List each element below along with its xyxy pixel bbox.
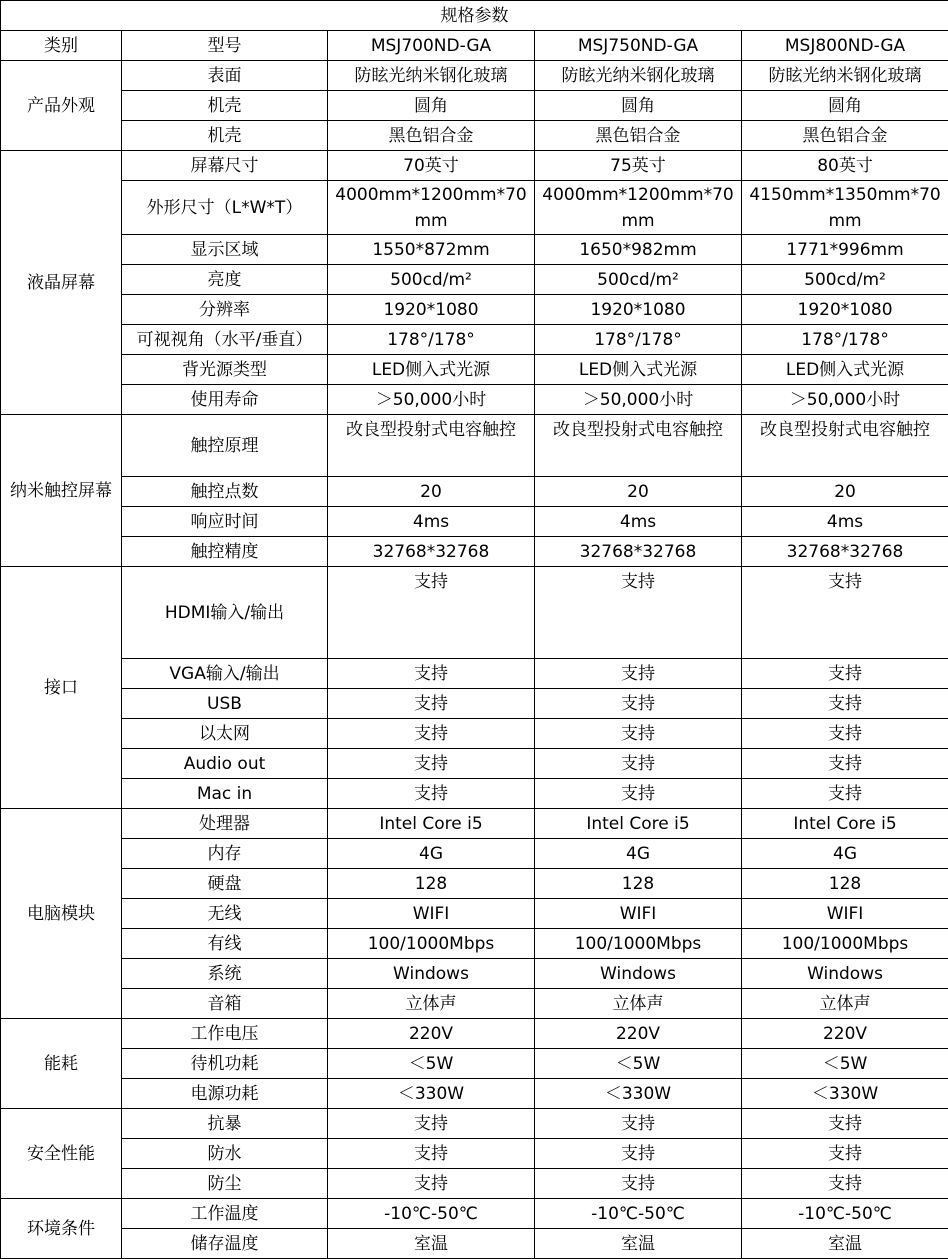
spec-value-model-2: Intel Core i5	[535, 809, 742, 839]
table-row	[1, 1229, 948, 1259]
table-row	[1, 869, 948, 899]
spec-value-model-2: ＜330W	[535, 1079, 742, 1109]
header-model-3: MSJ800ND-GA	[742, 31, 948, 61]
spec-value-model-2: ＞50,000小时	[535, 385, 742, 415]
spec-value-model-3: 80英寸	[742, 151, 948, 181]
table-row	[1, 507, 948, 537]
table-row	[1, 1049, 948, 1079]
table-row	[1, 989, 948, 1019]
spec-value-model-2: 支持	[535, 1169, 742, 1199]
spec-value-model-3: 改良型投射式电容触控	[742, 415, 948, 477]
spec-value-model-3: 支持	[742, 719, 948, 749]
spec-label: 以太网	[122, 719, 328, 749]
table-row	[1, 899, 948, 929]
spec-label: 防尘	[122, 1169, 328, 1199]
spec-label: 待机功耗	[122, 1049, 328, 1079]
spec-value-model-3: 支持	[742, 1139, 948, 1169]
spec-value-model-1: 4G	[328, 839, 535, 869]
spec-value-model-2: 100/1000Mbps	[535, 929, 742, 959]
spec-value-model-3: 4150mm*1350mm*70mm	[742, 181, 948, 235]
table-row	[1, 779, 948, 809]
spec-value-model-2: WIFI	[535, 899, 742, 929]
spec-value-model-2: 220V	[535, 1019, 742, 1049]
spec-value-model-1: 4000mm*1200mm*70mm	[328, 181, 535, 235]
spec-value-model-1: ＜5W	[328, 1049, 535, 1079]
spec-value-model-2: -10℃-50℃	[535, 1199, 742, 1229]
spec-label: 分辨率	[122, 295, 328, 325]
table-row	[1, 1109, 948, 1139]
spec-value-model-1: 黑色铝合金	[328, 121, 535, 151]
spec-value-model-1: 4ms	[328, 507, 535, 537]
spec-value-model-1: 支持	[328, 567, 535, 659]
spec-value-model-2: 500cd/m²	[535, 265, 742, 295]
table-row	[1, 325, 948, 355]
spec-label: 可视视角（水平/垂直）	[122, 325, 328, 355]
spec-value-model-1: 支持	[328, 719, 535, 749]
table-row	[1, 1079, 948, 1109]
table-row	[1, 151, 948, 181]
spec-value-model-2: 防眩光纳米钢化玻璃	[535, 61, 742, 91]
table-row	[1, 477, 948, 507]
spec-label: 亮度	[122, 265, 328, 295]
table-row	[1, 235, 948, 265]
spec-value-model-3: 支持	[742, 779, 948, 809]
spec-value-model-2: 75英寸	[535, 151, 742, 181]
table-row	[1, 929, 948, 959]
spec-value-model-3: Windows	[742, 959, 948, 989]
spec-value-model-3: 500cd/m²	[742, 265, 948, 295]
spec-label: 系统	[122, 959, 328, 989]
spec-value-model-2: 32768*32768	[535, 537, 742, 567]
table-row	[1, 61, 948, 91]
spec-value-model-2: 178°/178°	[535, 325, 742, 355]
spec-label: 抗暴	[122, 1109, 328, 1139]
table-row	[1, 91, 948, 121]
spec-value-model-2: 20	[535, 477, 742, 507]
category-cell: 纳米触控屏幕	[1, 415, 122, 567]
spec-label: 电源功耗	[122, 1079, 328, 1109]
spec-value-model-1: Intel Core i5	[328, 809, 535, 839]
spec-value-model-3: 立体声	[742, 989, 948, 1019]
spec-label: 无线	[122, 899, 328, 929]
spec-value-model-3: 178°/178°	[742, 325, 948, 355]
spec-label: 表面	[122, 61, 328, 91]
spec-value-model-3: -10℃-50℃	[742, 1199, 948, 1229]
spec-value-model-3: 1771*996mm	[742, 235, 948, 265]
spec-value-model-2: 立体声	[535, 989, 742, 1019]
spec-value-model-3: 支持	[742, 689, 948, 719]
table-row	[1, 415, 948, 477]
spec-value-model-2: 支持	[535, 749, 742, 779]
spec-label: 触控精度	[122, 537, 328, 567]
spec-body	[1, 61, 948, 1259]
spec-value-model-1: 178°/178°	[328, 325, 535, 355]
header-model: 型号	[122, 31, 328, 61]
spec-value-model-3: 1920*1080	[742, 295, 948, 325]
spec-value-model-1: 改良型投射式电容触控	[328, 415, 535, 477]
table-title: 规格参数	[1, 1, 948, 31]
spec-value-model-3: 支持	[742, 1109, 948, 1139]
header-model-2: MSJ750ND-GA	[535, 31, 742, 61]
spec-label: 有线	[122, 929, 328, 959]
spec-value-model-1: Windows	[328, 959, 535, 989]
spec-value-model-1: -10℃-50℃	[328, 1199, 535, 1229]
header-category: 类别	[1, 31, 122, 61]
category-cell: 接口	[1, 567, 122, 809]
spec-value-model-1: 1550*872mm	[328, 235, 535, 265]
spec-value-model-3: ＞50,000小时	[742, 385, 948, 415]
table-row	[1, 567, 948, 659]
table-row	[1, 809, 948, 839]
spec-value-model-3: 支持	[742, 659, 948, 689]
spec-label: 内存	[122, 839, 328, 869]
spec-value-model-3: 黑色铝合金	[742, 121, 948, 151]
spec-value-model-1: 128	[328, 869, 535, 899]
spec-value-model-2: 黑色铝合金	[535, 121, 742, 151]
table-row	[1, 1139, 948, 1169]
spec-value-model-1: 支持	[328, 659, 535, 689]
spec-value-model-1: 支持	[328, 749, 535, 779]
spec-value-model-2: 支持	[535, 689, 742, 719]
spec-value-model-3: 100/1000Mbps	[742, 929, 948, 959]
spec-label: Mac in	[122, 779, 328, 809]
category-cell: 产品外观	[1, 61, 122, 151]
spec-value-model-2: 支持	[535, 1109, 742, 1139]
spec-label: VGA输入/输出	[122, 659, 328, 689]
spec-label: 硬盘	[122, 869, 328, 899]
spec-value-model-3: WIFI	[742, 899, 948, 929]
spec-value-model-1: 支持	[328, 1109, 535, 1139]
spec-value-model-1: 室温	[328, 1229, 535, 1259]
spec-label: 屏幕尺寸	[122, 151, 328, 181]
spec-value-model-2: 4ms	[535, 507, 742, 537]
spec-value-model-2: 支持	[535, 659, 742, 689]
spec-value-model-3: 支持	[742, 1169, 948, 1199]
spec-label: HDMI输入/输出	[122, 567, 328, 659]
spec-label: USB	[122, 689, 328, 719]
category-cell: 液晶屏幕	[1, 151, 122, 415]
table-row	[1, 385, 948, 415]
spec-value-model-2: 圆角	[535, 91, 742, 121]
spec-value-model-2: LED侧入式光源	[535, 355, 742, 385]
spec-value-model-1: ＞50,000小时	[328, 385, 535, 415]
table-row	[1, 295, 948, 325]
spec-value-model-3: 支持	[742, 749, 948, 779]
spec-value-model-1: 32768*32768	[328, 537, 535, 567]
spec-value-model-3: 20	[742, 477, 948, 507]
category-cell: 安全性能	[1, 1109, 122, 1199]
spec-value-model-3: Intel Core i5	[742, 809, 948, 839]
spec-value-model-2: 4G	[535, 839, 742, 869]
table-row	[1, 749, 948, 779]
spec-value-model-1: 支持	[328, 1169, 535, 1199]
spec-value-model-2: 128	[535, 869, 742, 899]
spec-label: 触控原理	[122, 415, 328, 477]
table-row	[1, 659, 948, 689]
spec-label: 机壳	[122, 91, 328, 121]
category-cell: 环境条件	[1, 1199, 122, 1259]
spec-value-model-2: 支持	[535, 567, 742, 659]
spec-value-model-2: Windows	[535, 959, 742, 989]
spec-label: 储存温度	[122, 1229, 328, 1259]
spec-label: 工作温度	[122, 1199, 328, 1229]
spec-label: 外形尺寸（L*W*T）	[122, 181, 328, 235]
spec-value-model-2: 支持	[535, 719, 742, 749]
table-row	[1, 839, 948, 869]
category-cell: 电脑模块	[1, 809, 122, 1019]
spec-label: Audio out	[122, 749, 328, 779]
spec-value-model-2: 改良型投射式电容触控	[535, 415, 742, 477]
spec-value-model-1: 支持	[328, 689, 535, 719]
spec-label: 触控点数	[122, 477, 328, 507]
table-row	[1, 1019, 948, 1049]
spec-value-model-1: 100/1000Mbps	[328, 929, 535, 959]
spec-value-model-3: ＜330W	[742, 1079, 948, 1109]
spec-value-model-3: 32768*32768	[742, 537, 948, 567]
spec-label: 背光源类型	[122, 355, 328, 385]
spec-value-model-2: 1920*1080	[535, 295, 742, 325]
spec-label: 显示区域	[122, 235, 328, 265]
table-row	[1, 121, 948, 151]
spec-value-model-1: 立体声	[328, 989, 535, 1019]
table-row	[1, 537, 948, 567]
spec-value-model-1: 1920*1080	[328, 295, 535, 325]
table-row	[1, 1169, 948, 1199]
spec-label: 音箱	[122, 989, 328, 1019]
spec-value-model-3: 4ms	[742, 507, 948, 537]
spec-label: 机壳	[122, 121, 328, 151]
spec-value-model-2: ＜5W	[535, 1049, 742, 1079]
spec-value-model-3: 220V	[742, 1019, 948, 1049]
spec-value-model-2: 1650*982mm	[535, 235, 742, 265]
spec-value-model-1: LED侧入式光源	[328, 355, 535, 385]
spec-value-model-3: 室温	[742, 1229, 948, 1259]
table-row	[1, 1199, 948, 1229]
spec-label: 工作电压	[122, 1019, 328, 1049]
spec-value-model-2: 4000mm*1200mm*70mm	[535, 181, 742, 235]
header-model-1: MSJ700ND-GA	[328, 31, 535, 61]
spec-value-model-3: 圆角	[742, 91, 948, 121]
spec-value-model-3: 防眩光纳米钢化玻璃	[742, 61, 948, 91]
spec-value-model-2: 支持	[535, 1139, 742, 1169]
spec-value-model-2: 室温	[535, 1229, 742, 1259]
spec-value-model-1: WIFI	[328, 899, 535, 929]
category-cell: 能耗	[1, 1019, 122, 1109]
spec-value-model-1: 20	[328, 477, 535, 507]
spec-value-model-1: 支持	[328, 1139, 535, 1169]
spec-label: 响应时间	[122, 507, 328, 537]
spec-value-model-1: 500cd/m²	[328, 265, 535, 295]
table-row	[1, 355, 948, 385]
spec-label: 防水	[122, 1139, 328, 1169]
table-row	[1, 719, 948, 749]
spec-value-model-2: 支持	[535, 779, 742, 809]
spec-label: 使用寿命	[122, 385, 328, 415]
spec-value-model-3: LED侧入式光源	[742, 355, 948, 385]
spec-value-model-1: 支持	[328, 779, 535, 809]
table-row	[1, 265, 948, 295]
spec-label: 处理器	[122, 809, 328, 839]
spec-value-model-3: 4G	[742, 839, 948, 869]
spec-value-model-1: ＜330W	[328, 1079, 535, 1109]
spec-value-model-1: 70英寸	[328, 151, 535, 181]
spec-value-model-1: 220V	[328, 1019, 535, 1049]
table-row	[1, 689, 948, 719]
table-row	[1, 181, 948, 235]
spec-value-model-3: ＜5W	[742, 1049, 948, 1079]
spec-value-model-1: 防眩光纳米钢化玻璃	[328, 61, 535, 91]
spec-value-model-1: 圆角	[328, 91, 535, 121]
spec-value-model-3: 支持	[742, 567, 948, 659]
table-row	[1, 959, 948, 989]
spec-value-model-3: 128	[742, 869, 948, 899]
